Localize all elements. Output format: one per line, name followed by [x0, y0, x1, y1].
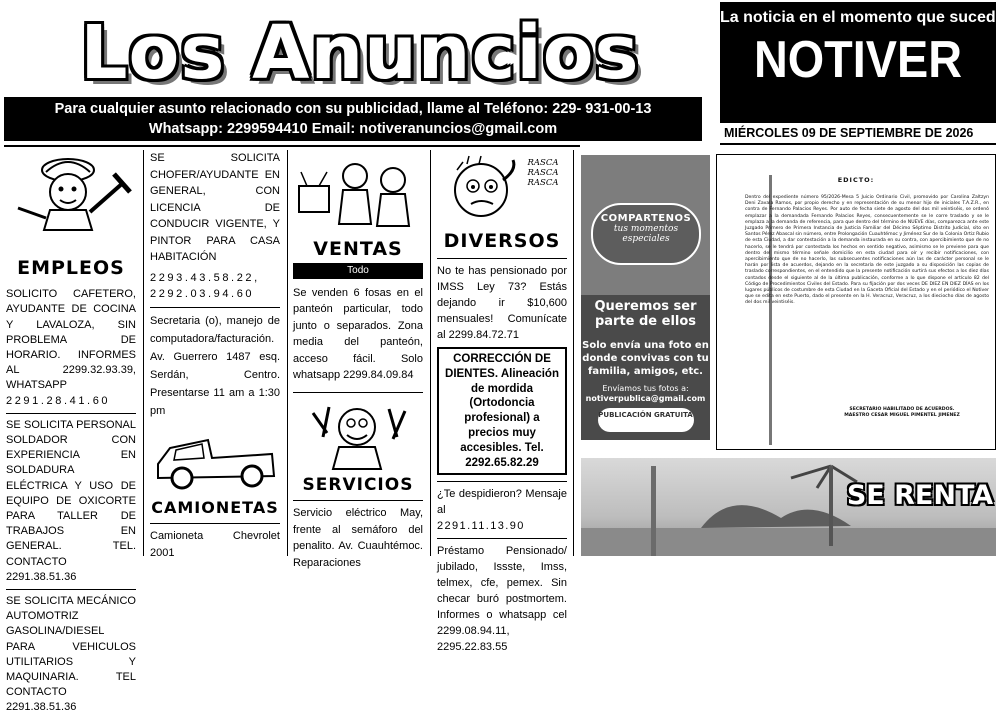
- classified-ad-phone: 2291.28.41.60: [6, 394, 111, 407]
- classified-ad: Se venden 6 fosas en el panteón particular, todo junto o separados. Zona media del panteón, acceso fácil. Solo whatsapp 2299.84.09.84: [293, 286, 423, 381]
- notiver-name: NOTIVER: [753, 31, 963, 89]
- ad-separator: [437, 538, 567, 539]
- contact-line-phone: Para cualquier asunto relacionado con su publicidad, llame al Teléfono: 229- 931-00-13: [54, 101, 652, 117]
- header-rule: [4, 145, 580, 147]
- electrician-cartoon-icon: [293, 397, 423, 469]
- ad-separator: [437, 258, 567, 259]
- classified-ad-phone: 2292.03.94.60: [150, 288, 255, 300]
- heart-script: tus momentos especiales: [613, 224, 679, 244]
- promo-headline: Queremos ser parte de ellos: [594, 299, 697, 329]
- boxed-ad-dientes: CORRECCIÓN DE DIENTES. Alineación de mordida (Ortodoncia profesional) a precios muy accesibles. Tel. 2292.65.82.29: [437, 347, 567, 475]
- section-title-camionetas: CAMIONETAS: [151, 498, 279, 517]
- cartoon-caption: RASCA RASCA RASCA: [527, 158, 559, 188]
- promo-share-moments: [581, 155, 710, 440]
- rental-label: SE RENTA: [846, 480, 994, 511]
- contact-banner: [4, 97, 702, 141]
- column-empleos: [6, 152, 136, 720]
- column-ventas: [293, 152, 423, 575]
- notiver-tagline: La noticia en el momento que sucede: [720, 9, 1005, 26]
- column-diversos: [437, 152, 567, 659]
- edict-signature: SECRETARIO HABILITADO DE ACUERDOS. MAESTRO CESAR MIGUEL PIMENTEL JIMENEZ: [844, 407, 960, 419]
- classified-ad: ¿Te despidieron? Mensaje al: [437, 488, 567, 517]
- promo-email: notiverpublica@gmail.com: [585, 394, 706, 403]
- sellers-cartoon-icon: [293, 152, 423, 232]
- notiver-logo: [720, 2, 1005, 123]
- classified-ad: SE SOLICITA CHOFER/AYUDANTE EN GENERAL, CON LICENCIA DE CONDUCIR VIGENTE, Y PINTOR PARA CASA HABITACIÓN: [150, 152, 280, 263]
- column-divider: [573, 150, 574, 556]
- edict-body: Dentro del expediente número 95/2026-Mesa 5 Juicio Ordinario Civil, promovido por Carolina Zaltzyn Deni Zavala Ramos, por propio derecho y en representación de su menor hijo de iniciales T.A.Z.R., en contra de Fernando Palacios Reyes. Por auto de fecha siete de agosto del dos mil veintiséis, se ordenó emplazar a la demandada Fernando Palacios Reyes, consecuentemente se le corre traslado y se le emplaza a la demanda de referencia, para que dentro del término de NUEVE días, comparezca ante este Juzgado Primero de Primera Instancia de Justicia Familiar del Décimo Séptimo Distrito Judicial, sito en Santos Pérez Abascal sin número, entre Prolongación Cuauhtémoc y Jiménez Sur de la Colonia Ortiz Rubio de esta Ciudad, a dar contestación a la demanda instaurada en su contra, con apercibimiento que de no hacerlo, se le tendrá por contestada los hechos en sentido negativo, asimismo se le previene para que dentro del mismo término señale domicilio en esta ciudad para oír y recibir notificaciones, con apercibimiento que de no hacerlo, las subsecuentes notificaciones aún las de carácter personal se le harán por lista de acuerdos, dejando en la secretaría de este juzgado a su disposición las copias de traslado correspondientes, en el entendido que la presente notificación surtirá sus efectos a los diez días contados desde el siguiente al de la última publicación, conforme a lo que dispone el artículo 82 del Código de Procedimientos Civiles del Estado. Para su fijación por dos veces DE DIEZ EN DIEZ DÍAS en los lugares públicos de costumbre de esta Ciudad en la Gaceta Oficial del Estado y en el periódico el Notiver que se edita en este Puerto, dado el presente en la H. Veracruz, Veracruz, a los dieciocho días de agosto del dos mil veintiséis.: [745, 195, 989, 306]
- heart-badge: [591, 203, 701, 265]
- masthead-title: Los Anuncios: [80, 10, 640, 96]
- section-title-empleos: EMPLEOS: [17, 257, 125, 280]
- ad-separator: [293, 392, 423, 393]
- contact-line-email: Whatsapp: 2299594410 Email: notiveranuncios@gmail.com: [148, 121, 558, 137]
- classified-ad: Préstamo Pensionado/ jubilado, Issste, Imss, telmex, cfe, pemex. Sin checar buró postmortem. Informes o whatsapp cel 2299.08.94.11, 2295.22.83.55: [437, 545, 567, 654]
- section-title-servicios: SERVICIOS: [302, 475, 414, 495]
- date-rule: [720, 143, 996, 145]
- classified-ad-phone: 2291.11.13.90: [437, 520, 525, 533]
- classified-ad: SE SOLICITA PERSONAL SOLDADOR CON EXPERIENCIA EN SOLDADURA ELÉCTRICA Y USO DE EQUIPO DE OXICORTE PARA TALLER DE TRABAJOS EN GENERAL. TEL. CONTACTO 2291.38.51.36: [6, 418, 136, 583]
- ad-separator: [6, 589, 136, 590]
- issue-date: MIÉRCOLES 09 DE SEPTIEMBRE DE 2026: [724, 126, 974, 140]
- ad-separator: [150, 307, 280, 308]
- ad-separator: [293, 500, 423, 501]
- edict-title: EDICTO:: [837, 176, 875, 184]
- column-divider: [287, 150, 288, 556]
- classified-ad-phone: 2293.43.58.22,: [150, 271, 260, 284]
- promo-mail-label: Envíamos tus fotos a:: [602, 384, 689, 393]
- promo-body: Solo envía una foto en donde convivas con tu familia, amigos, etc.: [582, 340, 709, 377]
- classified-ad: SE SOLICITA MECÁNICO AUTOMOTRIZ GASOLINA/DIESEL PARA VEHICULOS UTILITARIOS Y MAQUINARIA. TEL CONTACTO 2291.38.51.36: [6, 595, 136, 714]
- column-chofer: [150, 150, 280, 565]
- ad-separator: [150, 523, 280, 524]
- free-publication-badge: PUBLICACIÓN GRATUITA: [598, 408, 694, 432]
- legal-edict: [716, 154, 996, 450]
- classified-ad: Camioneta Chevrolet 2001: [150, 530, 280, 559]
- column-divider: [430, 150, 431, 556]
- ad-separator: [6, 413, 136, 414]
- section-title-diversos: DIVERSOS: [443, 230, 561, 252]
- pickup-truck-icon: [150, 424, 280, 492]
- classified-ad: Servicio eléctrico May, frente al semáforo del penalito. Av. Cuauhtémoc. Reparaciones: [293, 507, 423, 569]
- classified-ad: No te has pensionado por IMSS Ley 73? Estás dejando ir $10,600 mensuales! Comunícate al 2299.84.72.71: [437, 265, 567, 341]
- classified-ad: SOLICITO CAFETERO, AYUDANTE DE COCINA Y LAVALOZA, SIN PROBLEMA DE HORARIO. INFORMES AL 2299.32.93.39, WHATSAPP: [6, 288, 136, 392]
- classified-ad: Secretaria (o), manejo de computadora/facturación. Av. Guerrero 1487 esq. Serdán, Centro. Presentarse 11 am a 1:30 pm: [150, 314, 280, 417]
- scratching-cartoon: [437, 152, 567, 230]
- column-divider: [143, 150, 144, 556]
- category-tag: Todo: [293, 263, 423, 279]
- section-title-ventas: VENTAS: [313, 237, 403, 260]
- family-photo: [581, 155, 710, 295]
- worker-cartoon-icon: [6, 152, 136, 252]
- heart-title: COMPARTENOS: [600, 213, 692, 224]
- ad-separator: [437, 481, 567, 482]
